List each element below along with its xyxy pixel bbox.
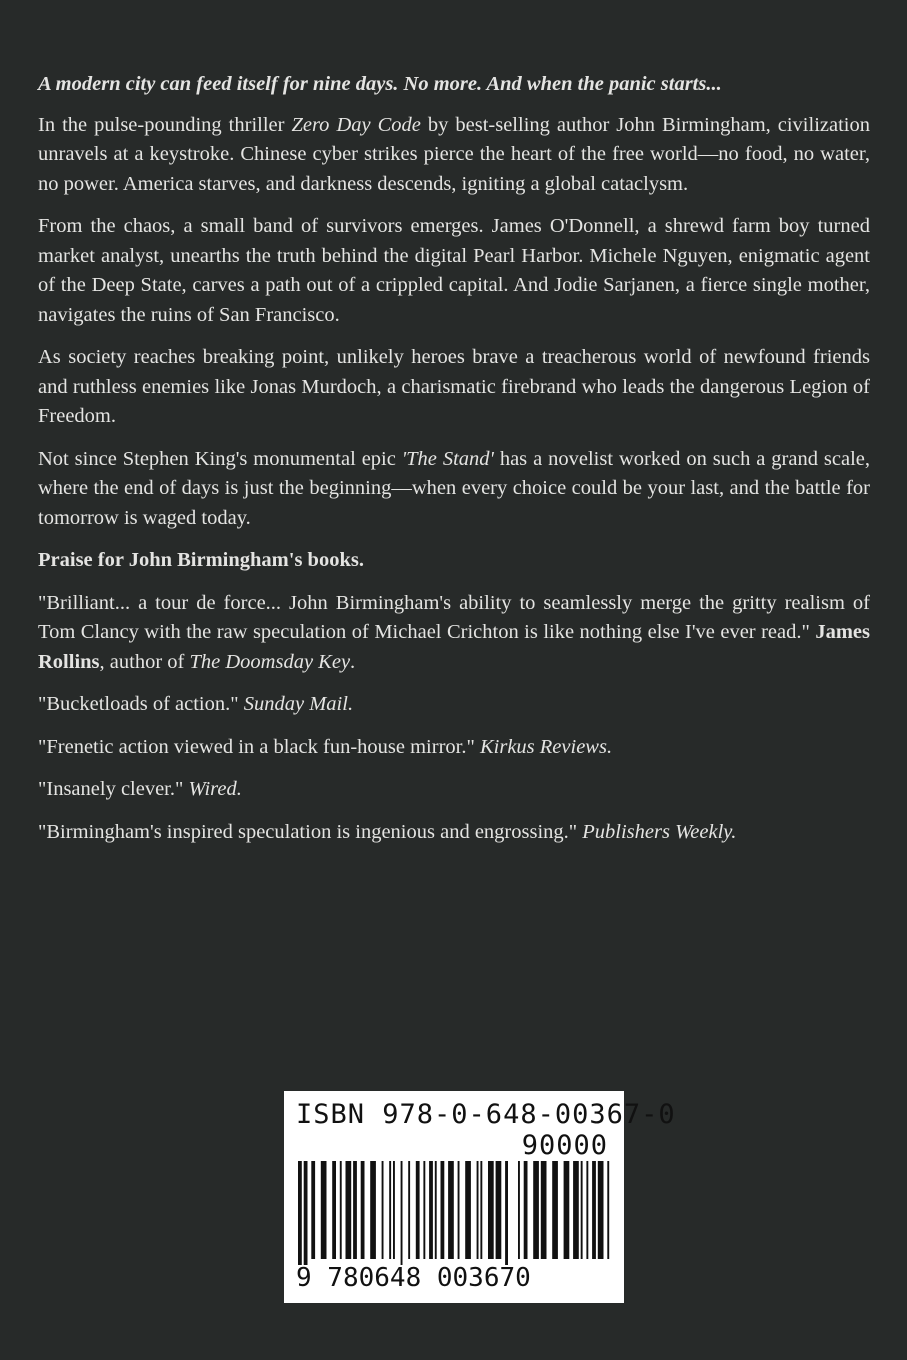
barcode-bar: [361, 1161, 365, 1259]
quote-text: "Bucketloads of action.": [38, 693, 244, 715]
quote-text: "Brilliant... a tour de force... John Birmingham's ability to seamlessly merge the gritty realism of Tom Clancy with the raw speculation of Michael Crichton is like nothing else I've ever read.": [38, 591, 870, 643]
praise-quote-3: [38, 733, 870, 763]
blurb-text: by best-selling author John Birmingham, civilization unravels at a keystroke. Chinese cyber strikes pierce the heart of the free world—no food, no water, no power. America starves, and darkness descends, igniting a global cataclysm.: [38, 113, 870, 195]
barcode-bar: [488, 1161, 494, 1259]
isbn-label: ISBN 978-0-648-00367-0: [296, 1099, 676, 1130]
blurb-paragraph-2: From the chaos, a small band of survivors emerges. James O'Donnell, a shrewd farm boy turned market analyst, unearths the truth behind the digital Pearl Harbor. Michele Nguyen, enigmatic agent of the Deep State, carves a path out of a crippled capital. And Jodie Sarjanen, a fierce single mother, navigates the ruins of San Francisco.: [38, 215, 870, 326]
barcode-bar: [321, 1161, 327, 1259]
quote-text: .: [350, 650, 356, 673]
barcode-bar: [382, 1161, 384, 1259]
barcode-bar: [393, 1161, 395, 1259]
barcode-bar: [448, 1161, 454, 1259]
quote-book-title: The Doomsday Key: [189, 650, 351, 673]
barcode-bar: [564, 1161, 570, 1259]
barcode-bar: [607, 1161, 609, 1259]
barcode-bar: [573, 1161, 579, 1259]
quote-text: "Frenetic action viewed in a black fun-house mirror.": [38, 735, 480, 758]
quote-source: Publishers Weekly.: [582, 820, 737, 843]
quote-source: Kirkus Reviews.: [479, 735, 613, 758]
barcode-bar: [441, 1161, 445, 1259]
blurb-text: In the pulse-pounding thriller: [38, 113, 292, 136]
barcode-bar: [311, 1161, 315, 1259]
back-cover-copy: [38, 70, 870, 860]
blurb-text: Not since Stephen King's monumental epic: [38, 447, 402, 470]
tagline: A modern city can feed itself for nine days. No more. And when the panic starts...: [38, 73, 722, 95]
quote-source: Sunday Mail.: [243, 693, 354, 715]
blurb-paragraph-4: [38, 445, 870, 534]
quote-source: Wired.: [188, 778, 242, 800]
barcode-bar: [524, 1161, 528, 1259]
barcode-bar: [552, 1161, 558, 1259]
barcode-bar: [340, 1161, 342, 1259]
barcode-bar: [353, 1161, 357, 1259]
barcode-bar: [408, 1161, 410, 1259]
blurb-paragraph-3: As society reaches breaking point, unlikely heroes brave a treacherous world of newfound friends and ruthless enemies like Jonas Murdoch, a charismatic firebrand who leads the dangerous Legion of Freedom.: [38, 346, 870, 427]
barcode-bar: [346, 1161, 352, 1259]
ean-digits: 9 780648 003670: [296, 1263, 531, 1293]
quote-text: , author of: [99, 650, 190, 673]
barcode-bar: [304, 1161, 308, 1265]
barcode-bar: [416, 1161, 420, 1259]
addon-bars: [518, 1161, 610, 1265]
barcode-bar: [480, 1161, 482, 1259]
barcode-bar: [533, 1161, 539, 1259]
praise-quote-2: [38, 690, 870, 720]
quote-text: "Birmingham's inspired speculation is ingenious and engrossing.": [38, 820, 583, 843]
barcode-bar: [423, 1161, 425, 1259]
quote-author: James Rollins: [38, 621, 870, 673]
ean13-bars: [298, 1161, 508, 1265]
blurb-paragraph-1: [38, 111, 870, 200]
book-title: Zero Day Code: [291, 113, 421, 136]
barcode-bar: [592, 1161, 596, 1259]
barcode-bar: [598, 1161, 604, 1259]
praise-heading: Praise for John Birmingham's books.: [38, 549, 364, 571]
referenced-title: 'The Stand': [401, 447, 494, 470]
barcode-bar: [429, 1161, 433, 1259]
barcode-bar: [541, 1161, 547, 1259]
price-code: 90000: [521, 1130, 608, 1161]
quote-text: "Insanely clever.": [38, 778, 189, 800]
barcode-bar: [581, 1161, 583, 1259]
isbn-barcode: [284, 1091, 676, 1303]
barcode-bar: [401, 1161, 403, 1265]
barcode-bar: [496, 1161, 502, 1259]
barcode-bar: [586, 1161, 588, 1259]
praise-quote-4: [38, 775, 870, 805]
barcode-bar: [477, 1161, 479, 1259]
praise-quote-1: [38, 589, 870, 678]
barcode-bar: [465, 1161, 471, 1259]
barcode-bar: [332, 1161, 336, 1259]
barcode-bar: [370, 1161, 376, 1259]
barcode-bar: [389, 1161, 391, 1259]
barcode-bar: [518, 1161, 520, 1259]
praise-quote-5: [38, 818, 870, 848]
barcode-bar: [435, 1161, 437, 1259]
barcode-bar: [505, 1161, 508, 1265]
blurb-text: has a novelist worked on such a grand scale, where the end of days is just the beginning—when every choice could be your last, and the battle for tomorrow is waged today.: [38, 447, 870, 529]
barcode-bar: [458, 1161, 460, 1259]
barcode-bar: [298, 1161, 302, 1265]
